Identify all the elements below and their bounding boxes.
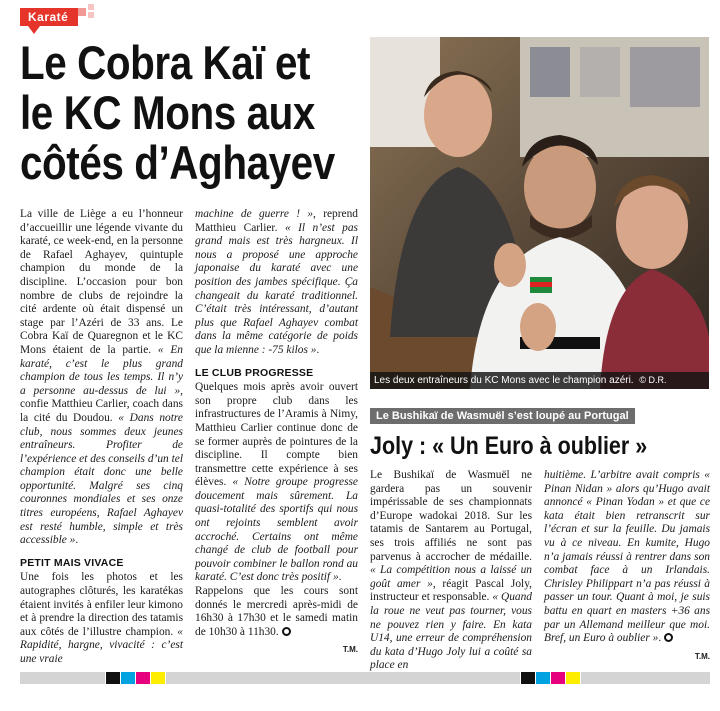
article-column-2 (195, 208, 358, 657)
article-headline (20, 36, 335, 189)
quote-text: « En karaté, c’est le plus grand champion de tous les temps. Il n’y a personne au-dessus de lui » (20, 343, 183, 397)
quote-text: « Rapidité, hargne, vivacité : c’est une vraie (20, 625, 183, 665)
registration-cyan (536, 672, 550, 684)
rubric-label: Karaté (20, 8, 78, 26)
registration-black (106, 672, 120, 684)
headline-line: Le Cobra Kaï et (20, 36, 311, 89)
quote-text: « Notre groupe progresse doucement mais sûrement. La quasi-totalité des sportifs qui nous ont rejoints semblent avoir accroché. Certains ont même changé de club de football pour pouvoir combiner le ballon rond au karaté. C’est donc très positif » (195, 476, 358, 584)
quote-text: machine de guerre ! » (195, 208, 314, 220)
registration-cyan (121, 672, 135, 684)
quote-text: « La compétition nous a laissé un goût amer » (370, 564, 532, 590)
registration-grey (581, 672, 710, 684)
registration-grey (166, 672, 520, 684)
author-signature: T.M. (694, 651, 710, 661)
body-paragraph: huitième. L’arbitre avait compris « Pinan Nidan » alors qu’Hugo avait annoncé « Pinan Yodan » et que ce kata était bien retranscrit sur l’écran et sur la feuille. Du jamais vu à ce niveau. En kumite, Hugo n’a jamais réussi à rentrer dans son combat face à un Irlandais. Chrisley Philippart n’a pas réussi à passer un tour. Quant à moi, je suis battu en quart en masters +36 ans par un Allemand meilleur que moi. Bref, un Euro à oublier ». (544, 469, 710, 645)
quote-text: huitième. L’arbitre avait compris « Pinan Nidan » alors qu’Hugo avait annoncé « Pinan Yodan » et que ce kata était bien retranscrit sur l’écran et sur la feuille. Du jamais vu à ce niveau. En kumite, Hugo n’a jamais réussi à rentrer dans son combat face à un Irlandais. Chrisley Philippart n’a pas réussi à passer un tour. Quant à moi, je suis battu en quart en masters +36 ans par un Allemand meilleur que moi. Bref, un Euro à oublier » (544, 469, 710, 645)
body-text: , reprend Matthieu Carlier. (195, 208, 358, 234)
registration-yellow (566, 672, 580, 684)
registration-yellow (151, 672, 165, 684)
body-text: Rappelons que les cours sont donnés le mercredi après-midi de 16h30 à 17h30 et le samedi matin de 10h30 à 11h30. (195, 585, 358, 638)
body-paragraph (20, 571, 183, 666)
subheading: LE CLUB PROGRESSE (195, 366, 314, 379)
quote-text: « Dans notre club, nous sommes deux jeunes entraîneurs. Profiter de l’expérience et des conseils d’un tel champion était donc une belle opportunité. Malgré ses cinq couronnes mondiales et ses onze titres européens, Rafael Aghayev est resté humble, simple et très accessible » (20, 411, 183, 547)
body-text: Quelques mois après avoir ouvert son propre club dans les infrastructures de l’Aramis à Nimy, Matthieu Carlier continue donc de se former auprès de pointures de la discipline. Il compte bien transmettre cette expérience à ses élèves. (195, 381, 358, 489)
section-rubric (20, 0, 98, 26)
headline-line: côtés d’Aghayev (20, 136, 335, 189)
body-text: Le Bushikaï de Wasmuël ne gardera pas un souvenir impérissable de ses championnats d’Europe wadokai 2018. Sur les tatamis de Santarem au Portugal, ses trois affiliés ne sont pas parvenus à accrocher de médaille. (370, 469, 532, 563)
end-mark-icon (664, 633, 673, 642)
rubric-notch (28, 26, 40, 34)
quote-text: « Quand la roue ne veut pas tourner, vous ne pouvez rien y faire. En kata U14, une erreur de compréhension du kata d’Hugo Joly lui a coûté sa place en (370, 591, 532, 672)
article2-column-2 (544, 469, 710, 663)
article-column-1 (20, 208, 183, 667)
body-paragraph: Quelques mois après avoir ouvert son propre club dans les infrastructures de l’Aramis à Nimy, Matthieu Carlier continue donc de se former auprès de pointures de la discipline. Il compte bien transmettre cette expérience à ses élèves. « Notre groupe progresse doucement mais sûrement. La quasi-totalité des sportifs qui nous ont rejoints semblent avoir accroché. Certains ont même changé de club de football pour pouvoir combiner le ballon rond au karaté. C’est donc très positif ». (195, 381, 358, 584)
registration-grey (20, 672, 105, 684)
body-text: , confie Matthieu Carlier, coach dans la cité du Doudou. (20, 384, 183, 424)
body-paragraph (370, 469, 532, 673)
article-kicker: Le Bushikaï de Wasmuël s’est loupé au Portugal (370, 408, 635, 424)
body-paragraph: machine de guerre ! », reprend Matthieu Carlier. « Il n’est pas grand mais est très hargneux. Il nous a proposé une approche japonaise du karaté avec une position des jambes spécifique. Ça changeait du karaté traditionnel. C’était très intéressant, d’autant plus que Rafael Aghayev combat dans la même catégorie de poids que la mienne : -75 kilos ». (195, 208, 358, 356)
photo-caption (370, 372, 709, 389)
end-mark-icon (282, 627, 291, 636)
photo-credit: © D.R. (639, 375, 667, 385)
registration-black (521, 672, 535, 684)
body-text: , réagit Pascal Joly, instructeur et responsable. (370, 577, 532, 604)
photo-illustration (370, 37, 709, 389)
author-signature: T.M. (342, 645, 358, 655)
body-paragraph: La ville de Liège a eu l’honneur d’accueillir une légende vivante du karaté, ce week-end, en la personne de Rafael Aghayev, quintuple champion du monde de la discipline. L’occasion pour bon nombre de clubs de rejoindre la cité ardente où était dispensé un stage par l’Azéri de 33 ans. Le Cobra Kaï de Quaregnon et le KC Mons étaient de la partie. « En karaté, c’est le plus grand champion de tous les temps. Il n’y a personne au-dessus de lui », confie Matthieu Carlier, coach dans la cité du Doudou. « Dans notre club, nous sommes deux jeunes entraîneurs. Profiter de l’expérience et des conseils d’un tel champion était donc une belle opportunité. Malgré ses cinq couronnes mondiales et ses onze titres européens, Rafael Aghayev est resté humble, simple et très accessible ». (20, 208, 183, 547)
rubric-decor (88, 4, 94, 10)
article2-column-1 (370, 469, 532, 673)
body-paragraph (195, 585, 358, 639)
body-text: Une fois les photos et les autographes clôturés, les karatékas étaient invités à enfiler leur kimono et à prendre la direction des tatamis aux côtés de l’illustre champion. (20, 571, 183, 638)
caption-text: Les deux entraîneurs du KC Mons avec le champion azéri. (374, 375, 634, 386)
article-headline-2: Joly : « Un Euro à oublier » (370, 432, 648, 460)
body-text: La ville de Liège a eu l’honneur d’accueillir une légende vivante du karaté, ce week-end, en la personne de Rafael Aghayev, quintuple champion du monde de la discipline. L’occasion pour bon nombre de clubs de rejoindre la cité ardente où était dispensé un stage par l’Azéri de 33 ans. Le Cobra Kaï de Quaregnon et le KC Mons étaient de la partie. (20, 208, 183, 356)
headline-line: le KC Mons aux (20, 86, 315, 139)
subheading: PETIT MAIS VIVACE (20, 556, 124, 569)
article-photo (370, 37, 709, 389)
rubric-decor (78, 8, 86, 16)
registration-magenta (551, 672, 565, 684)
quote-text: « Il n’est pas grand mais est très hargneux. Il nous a proposé une approche japonaise du karaté avec une position des jambes spécifique. Ça changeait du karaté traditionnel. C’était très intéressant, d’autant plus que Rafael Aghayev combat dans la même catégorie de poids que la mienne : -75 kilos » (195, 221, 358, 356)
registration-magenta (136, 672, 150, 684)
color-registration-bar (20, 672, 710, 684)
rubric-decor (88, 12, 94, 18)
